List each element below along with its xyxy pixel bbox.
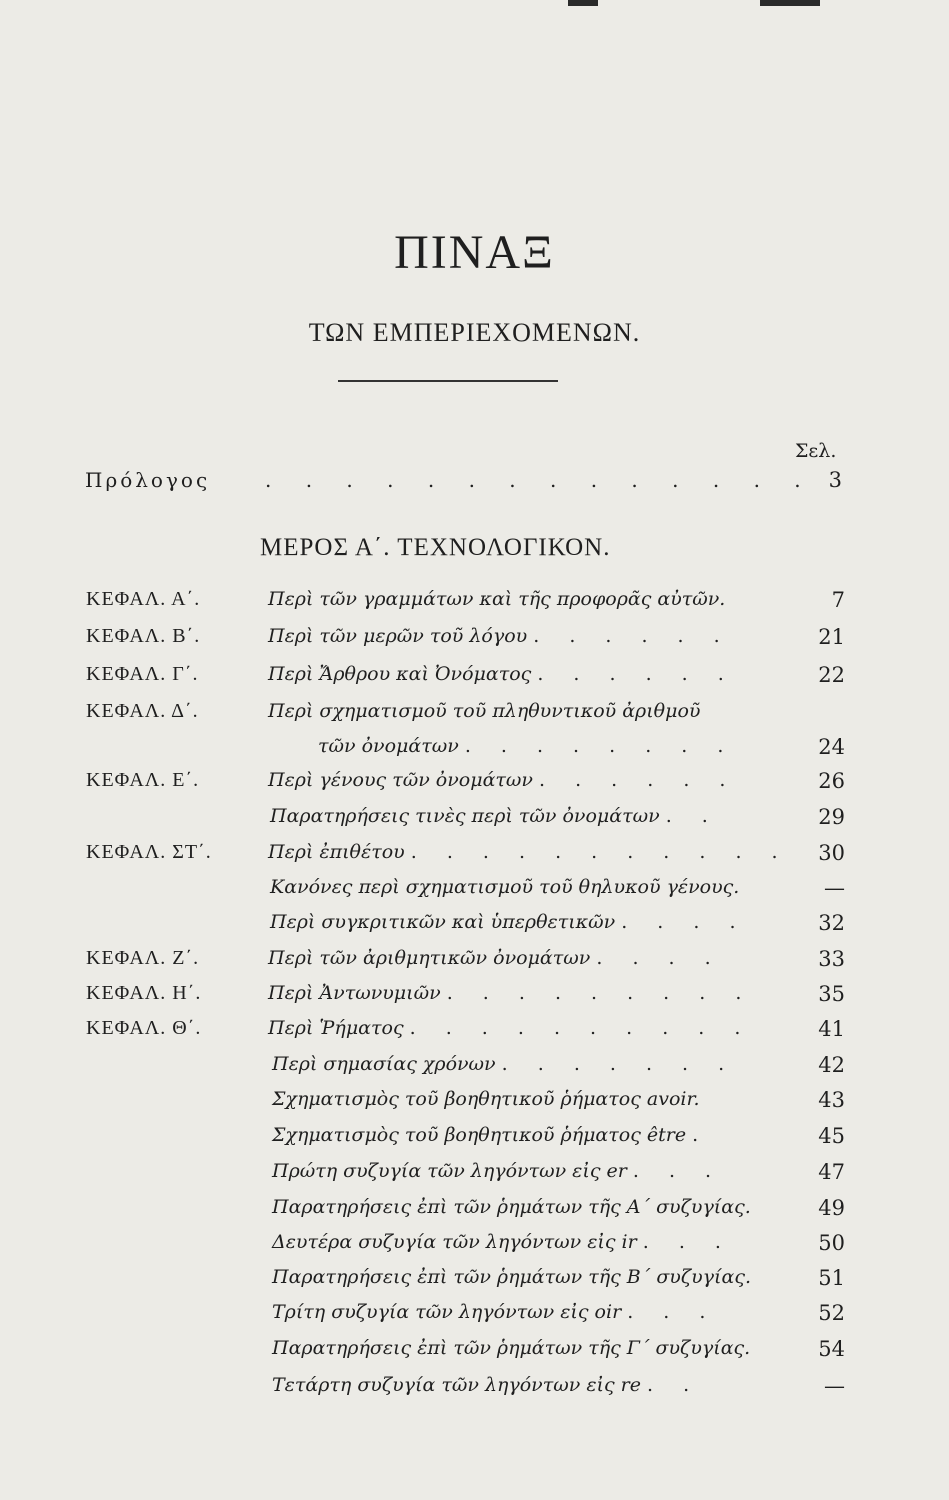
toc-entry-text: Παρατηρήσεις ἐπὶ τῶν ῥημάτων τῆς Β΄ συζυγίας. [272,1266,751,1288]
toc-entry-text: Πρώτη συζυγία τῶν ληγόντων εἰς er [272,1160,627,1182]
toc-page-number: 29 [818,805,845,829]
toc-page-number: 33 [818,947,845,971]
toc-leader-dots: . . . . . . [533,625,732,647]
toc-leader-dots: . [692,1124,711,1146]
toc-leader-dots: . . . . . . [537,663,736,685]
toc-row [0,1160,949,1194]
toc-leader-dots: . . . . . . . [501,1053,737,1075]
toc-entry-text: Περὶ ἐπιθέτου [268,841,405,863]
toc-page-number: 3 [828,468,845,492]
toc-chapter-label: ΚΕΦΑΛ. Θ΄. [86,1017,202,1039]
toc-row [0,663,949,697]
toc-row [0,1196,949,1230]
toc-entry-text: Περὶ τῶν ἀριθμητικῶν ὀνομάτων [268,947,591,969]
page-subtitle: ΤΩΝ ΕΜΠΕΡΙΕΧΟΜΕΝΩΝ. [308,318,641,347]
toc-row [0,588,949,622]
toc-row [0,805,949,839]
toc-leader-dots: . . . [632,1160,724,1182]
toc-entry-text: Περὶ γένους τῶν ὀνομάτων [268,769,533,791]
toc-entry [272,1337,750,1359]
toc-chapter-label: ΚΕΦΑΛ. Α΄. [86,588,201,610]
toc-row [0,769,949,803]
toc-entry [272,1374,701,1396]
toc-entry-text: Περὶ Ἄρθρου καὶ Ὀνόματος [268,663,532,685]
toc-leader-dots: . . . [627,1301,718,1323]
toc-row [0,735,949,769]
toc-row [0,700,949,734]
toc-entry-text: Κανόνες περὶ σχηματισμοῦ τοῦ θηλυκοῦ γένους. [270,876,740,898]
toc-page-number: 35 [818,982,845,1006]
toc-row [0,1266,949,1300]
toc-page-number: 47 [818,1160,845,1184]
toc-chapter-label: ΚΕΦΑΛ. Γ΄. [86,663,199,685]
toc-row [0,1301,949,1335]
toc-page-number: 7 [831,588,845,612]
toc-page-number: 43 [818,1088,845,1112]
toc-page-number: 24 [818,735,845,759]
toc-row [0,1374,949,1408]
toc-row [0,1017,949,1051]
toc-entry [272,1231,733,1253]
toc-entry-text: Περὶ Ῥήματος [268,1017,404,1039]
toc-entry-text: Περὶ τῶν μερῶν τοῦ λόγου [268,625,528,647]
toc-entry [270,805,720,827]
toc-entry [268,700,700,722]
toc-entry-text: Παρατηρήσεις ἐπὶ τῶν ῥημάτων τῆς Α΄ συζυγίας. [272,1196,751,1218]
toc-entry-text: Περὶ τῶν γραμμάτων καὶ τῆς προφορᾶς αὐτῶν. [268,588,726,610]
toc-entry [272,1266,751,1288]
toc-chapter-label: ΚΕΦΑΛ. Η΄. [86,982,202,1004]
scan-edge-mark [760,0,820,6]
toc-entry-text: Πρόλογος [85,468,211,492]
scan-edge-mark [568,0,598,6]
toc-entry-text: Περὶ συγκριτικῶν καὶ ὑπερθετικῶν [270,911,616,933]
toc-leader-dots: . . . . . . [539,769,738,791]
toc-page-number: — [824,876,845,900]
toc-leader-dots: . . . . . . . . [464,735,736,757]
toc-entry [268,1017,752,1039]
toc-leader-dots: . . . . [621,911,748,933]
toc-entry [272,1160,723,1182]
toc-entry [270,911,748,933]
toc-page-number: 26 [818,769,845,793]
toc-page-number: 54 [818,1337,845,1361]
toc-leader-dots: . . [665,805,720,827]
toc-chapter-label: ΚΕΦΑΛ. Β΄. [86,625,201,647]
toc-entry [272,1124,710,1146]
toc-chapter-label: ΚΕΦΑΛ. ΣΤ΄. [86,841,212,863]
toc-row [0,841,949,875]
toc-chapter-label: ΚΕΦΑΛ. Ε΄. [86,769,200,791]
toc-row [0,911,949,945]
toc-entry [268,663,736,685]
toc-entry [268,982,753,1004]
toc-row [0,1124,949,1158]
toc-entry-text: Περὶ σχηματισμοῦ τοῦ πληθυντικοῦ ἀριθμοῦ [268,700,701,722]
toc-entry-text: Τετάρτη συζυγία τῶν ληγόντων εἰς re [272,1374,641,1396]
toc-leader-dots: . . . . . . . . . [446,982,754,1004]
toc-entry-text: Περὶ σημασίας χρόνων [272,1053,496,1075]
toc-page-number: 52 [818,1301,845,1325]
toc-chapter-label: ΚΕΦΑΛ. Δ΄. [86,700,199,722]
toc-page-number: — [824,1374,845,1398]
toc-page-number: 41 [818,1017,845,1041]
page-column-label: Σελ. [795,440,837,462]
toc-entry [268,769,737,791]
toc-leader-dots: . . . . . . . . . . [409,1017,753,1039]
toc-leader-dots: . . [647,1374,702,1396]
toc-entry [268,625,732,647]
toc-page-number: 51 [818,1266,845,1290]
toc-page-number: 30 [818,841,845,865]
toc-page-number: 21 [818,625,845,649]
toc-entry-text: Σχηματισμὸς τοῦ βοηθητικοῦ ῥήματος être [272,1124,687,1146]
toc-entry-text: Δευτέρα συζυγία τῶν ληγόντων εἰς ir [272,1231,637,1253]
toc-page-number: 32 [818,911,845,935]
toc-leader-dots: . . . [642,1231,733,1253]
toc-entry-text: τῶν ὀνομάτων [318,735,459,757]
toc-entry [268,588,725,610]
toc-row [0,1088,949,1122]
toc-row [0,947,949,981]
toc-row [0,982,949,1016]
toc-page-number: 50 [818,1231,845,1255]
toc-entry-text: Παρατηρήσεις τινὲς περὶ τῶν ὀνομάτων [270,805,660,827]
toc-page-number: 42 [818,1053,845,1077]
toc-entry-text: Περὶ Ἀντωνυμιῶν [268,982,441,1004]
toc-entry-text: Τρίτη συζυγία τῶν ληγόντων εἰς oir [272,1301,622,1323]
toc-leader-dots: . . . . . . . . . . . . . . [265,468,815,492]
toc-row [0,876,949,910]
toc-row [0,1053,949,1087]
toc-chapter-label: ΚΕΦΑΛ. Ζ΄. [86,947,200,969]
toc-row-prologue [85,468,845,498]
toc-entry-text: Σχηματισμὸς τοῦ βοηθητικοῦ ῥήματος avoir. [272,1088,700,1110]
part-heading: ΜΕΡΟΣ Α΄. ΤΕΧΝΟΛΟΓΙΚΟΝ. [260,534,611,561]
toc-entry [272,1301,717,1323]
toc-row [0,1231,949,1265]
toc-leader-dots: . . . . . . . . . . . [410,841,790,863]
page-title: ΠΙΝΑΞ [394,226,555,279]
toc-entry [318,735,735,757]
toc-page-number: 49 [818,1196,845,1220]
title-divider [338,380,558,382]
toc-entry-text: Παρατηρήσεις ἐπὶ τῶν ῥημάτων τῆς Γ΄ συζυγίας. [272,1337,751,1359]
toc-entry [268,947,723,969]
toc-leader-dots: . . . . [596,947,723,969]
toc-entry [272,1053,736,1075]
toc-entry [272,1196,751,1218]
toc-row [0,1337,949,1371]
toc-entry [270,876,739,898]
toc-row [0,625,949,659]
toc-page-number: 22 [818,663,845,687]
toc-page-number: 45 [818,1124,845,1148]
toc-entry [268,841,790,863]
toc-entry [272,1088,700,1110]
